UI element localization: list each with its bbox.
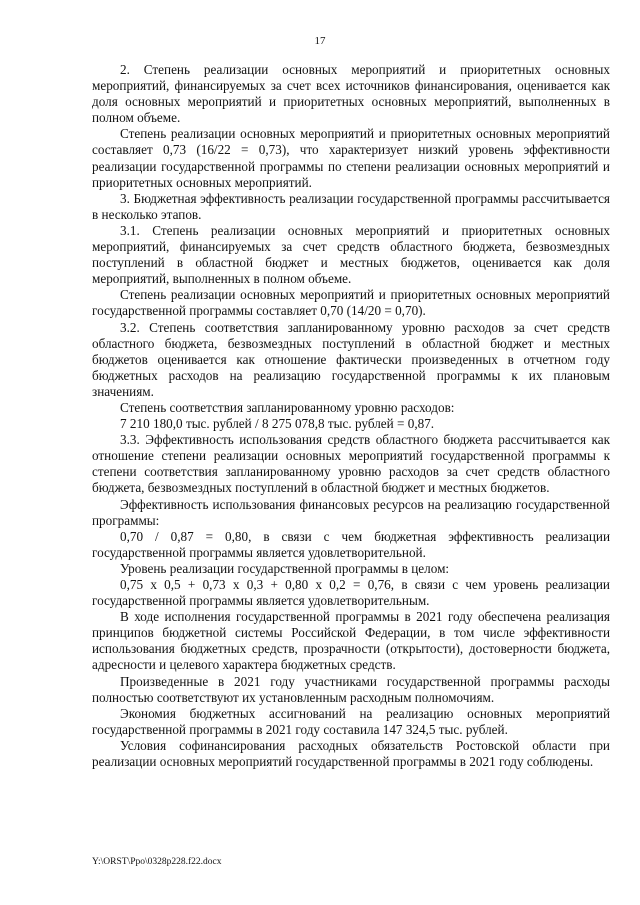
paragraph-expenses-formula: 7 210 180,0 тыс. рублей / 8 275 078,8 тыс. рублей = 0,87.	[120, 416, 435, 432]
paragraph-expenses-compliance: Произведенные в 2021 году участниками государственной программы расходы полностью соответствуют их установленным расходным полномочиям.	[92, 673, 610, 705]
paragraph-efficiency-formula: 0,70 / 0,87 = 0,80, в связи с чем бюджетная эффективность реализации государственной программы является удовлетворительной.	[92, 528, 610, 560]
paragraph-budget-savings: Экономия бюджетных ассигнований на реализацию основных мероприятий государственной программы в 2021 году составила 147 324,5 тыс. рублей.	[92, 705, 610, 737]
paragraph-cofinancing-conditions: Условия софинансирования расходных обязательств Ростовской области при реализации основных мероприятий государственной программы в 2021 году соблюдены.	[92, 737, 610, 770]
paragraph-3-2-planned-expenses: 3.2. Степень соответствия запланированному уровню расходов за счет средств областного бюджета, безвозмездных поступлений в областной бюджет и местных бюджетов оценивается как отношение фактически произведенных в отчетном году бюджетных расходов на реализацию государственной программы к их плановым значениям.	[92, 319, 610, 399]
paragraph-overall-level-formula: 0,75 х 0,5 + 0,73 х 0,3 + 0,80 х 0,2 = 0,76, в связи с чем уровень реализации государственной программы является удовлетворительным.	[92, 577, 610, 609]
paragraph-overall-level-label: Уровень реализации государственной программы в целом:	[120, 560, 450, 576]
paragraph-activities-degree: Степень реализации основных мероприятий и приоритетных основных мероприятий составляет 0,73 (16/22 = 0,73), что характеризует низкий уровень эффективности реализации государственной программы по степени реализации основных мероприятий и приоритетных основных мероприятий.	[92, 126, 610, 190]
paragraph-financial-resources-label: Эффективность использования финансовых ресурсов на реализацию государственной программы:	[92, 496, 610, 528]
paragraph-planned-expenses-label: Степень соответствия запланированному уровню расходов:	[120, 399, 455, 415]
file-path-footer: Y:\ORST\Ppo\0328p228.f22.docx	[92, 857, 222, 867]
document-body	[92, 62, 610, 770]
page-number: 17	[314, 35, 326, 47]
paragraph-3-1-regional-budget-activities: 3.1. Степень реализации основных мероприятий и приоритетных основных мероприятий, финансируемых за счет средств областного бюджета, безвозмездных поступлений в областной бюджет и местных бюджетов, оценивается как доля мероприятий, выполненных в полном объеме.	[92, 222, 610, 287]
paragraph-2-activities-share: 2. Степень реализации основных мероприятий и приоритетных основных мероприятий, финансируемых за счет всех источников финансирования, оценивается как доля основных мероприятий и приоритетных основных мероприятий, выполненных в полном объеме.	[92, 62, 610, 126]
paragraph-budget-principles: В ходе исполнения государственной программы в 2021 году обеспечена реализация принципов бюджетной системы Российской Федерации, в том числе эффективности использования бюджетных средств, прозрачности (открытости), достоверности бюджета, адресности и целевого характера бюджетных средств.	[92, 609, 610, 673]
paragraph-3-budget-efficiency: 3. Бюджетная эффективность реализации государственной программы рассчитывается в несколько этапов.	[92, 190, 610, 222]
paragraph-3-3-efficiency-use: 3.3. Эффективность использования средств областного бюджета рассчитывается как отношение степени реализации основных мероприятий государственной программы к степени соответствия запланированному уровню расходов за счет средств областного бюджета, безвозмездных поступлений в областной бюджет и местных бюджетов.	[92, 432, 610, 496]
paragraph-program-activities-degree: Степень реализации основных мероприятий и приоритетных основных мероприятий государственной программы составляет 0,70 (14/20 = 0,70).	[92, 287, 610, 319]
